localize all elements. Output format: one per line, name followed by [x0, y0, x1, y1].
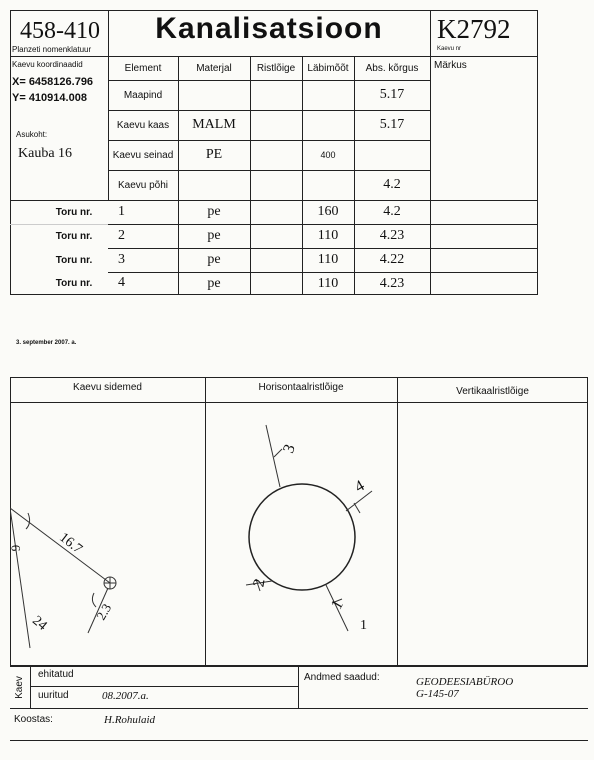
col-header-cross: Ristlõige [256, 62, 296, 74]
row-abs: 5.17 [379, 117, 405, 132]
page-title: Kanalisatsioon [155, 12, 383, 45]
row-abs: 5.17 [379, 87, 405, 102]
pipe-material: pe [207, 252, 221, 267]
horizontal-section-sketch [206, 403, 397, 665]
divider [250, 56, 251, 295]
tie-distance-label: 24 [29, 613, 50, 634]
divider [30, 666, 31, 708]
divider [430, 10, 431, 295]
pipe-diameter: 110 [317, 275, 339, 291]
coord-y: Y= 410914.008 [12, 92, 87, 104]
divider [397, 377, 398, 666]
tie-distance-label: 6 [8, 544, 24, 552]
pipe-marker: 1 [328, 597, 347, 613]
pipe-abs: 4.22 [379, 252, 405, 267]
pipe-abs: 4.2 [383, 204, 401, 219]
row-diameter: 400 [320, 150, 336, 160]
well-number-label: Kaevu nr [437, 46, 462, 52]
pipe-row-label: Toru nr. [55, 206, 93, 218]
document-date: 3. september 2007. a. [16, 340, 77, 346]
location-label: Asukoht: [16, 130, 48, 139]
coord-x: X= 6458126.796 [12, 76, 94, 88]
pipe-marker: 3 [280, 442, 299, 456]
nomenclature-value: 458-410 [20, 18, 100, 44]
pipe-nr: 4 [118, 275, 125, 290]
compiled-value: H.Rohulaid [104, 714, 156, 726]
col-header-diameter: Läbimõõt [307, 62, 349, 74]
data-from-org: GEODEESIABÜROO [416, 676, 514, 688]
pipe-marker: 2 [250, 577, 269, 589]
panel-vertical-title: Vertikaalristlõige [456, 386, 529, 397]
pipe-nr: 1 [118, 204, 125, 219]
row-element: Maapind [123, 89, 163, 101]
divider [10, 708, 588, 709]
pipe-nr: 2 [118, 228, 125, 243]
coords-label: Kaevu koordinaadid [12, 60, 83, 69]
divider [10, 740, 588, 741]
pipe-row-label: Toru nr. [55, 254, 93, 266]
well-number: K2792 [437, 14, 511, 44]
row-element: Kaevu kaas [116, 119, 170, 131]
built-label: ehitatud [38, 669, 74, 680]
pipe-marker: 4 [352, 477, 368, 496]
pipe-material: pe [207, 228, 221, 243]
tie-distance-label: 16.7 [56, 530, 85, 558]
pipe-diameter: 160 [317, 204, 339, 219]
col-header-material: Materjal [196, 62, 232, 74]
row-abs: 4.2 [383, 177, 401, 192]
col-header-notes: Märkus [434, 60, 467, 71]
row-element: Kaevu põhi [117, 179, 169, 191]
pipe-row-label: Toru nr. [55, 278, 93, 289]
tie-distance-label: 2.3 [93, 600, 115, 623]
col-header-element: Element [124, 62, 162, 74]
panel-ties-title: Kaevu sidemed [73, 382, 142, 393]
row-material: PE [205, 147, 223, 162]
pipe-abs: 4.23 [379, 275, 405, 291]
well-side-label: Kaev [13, 676, 25, 699]
data-from-ref: G-145-07 [416, 688, 459, 700]
pipe-material: pe [207, 275, 221, 291]
row-element: Kaevu seinad [112, 149, 174, 161]
pipe-abs: 4.23 [379, 228, 405, 243]
divider [10, 666, 588, 667]
location-value: Kauba 16 [18, 146, 73, 161]
pipe-row-label: Toru nr. [55, 230, 93, 242]
pipe-nr: 3 [118, 252, 125, 267]
pipe-diameter: 110 [317, 252, 339, 267]
pipe-material: pe [207, 204, 221, 219]
divider [298, 666, 299, 708]
panel-horizontal-title: Horisontaalristlõige [258, 382, 344, 393]
col-header-abs: Abs. kõrgus [365, 62, 419, 74]
nomenclature-label: Planzeti nomenklatuur [12, 45, 92, 54]
pipe-marker: 1 [360, 618, 367, 633]
pipe-diameter: 110 [317, 228, 339, 243]
data-from-label: Andmed saadud: [304, 672, 380, 683]
compiled-label: Koostas: [14, 714, 53, 725]
surveyed-label: uuritud [38, 690, 69, 701]
surveyed-value: 08.2007.a. [102, 690, 149, 702]
divider [30, 686, 298, 687]
row-material: MALM [192, 117, 236, 132]
